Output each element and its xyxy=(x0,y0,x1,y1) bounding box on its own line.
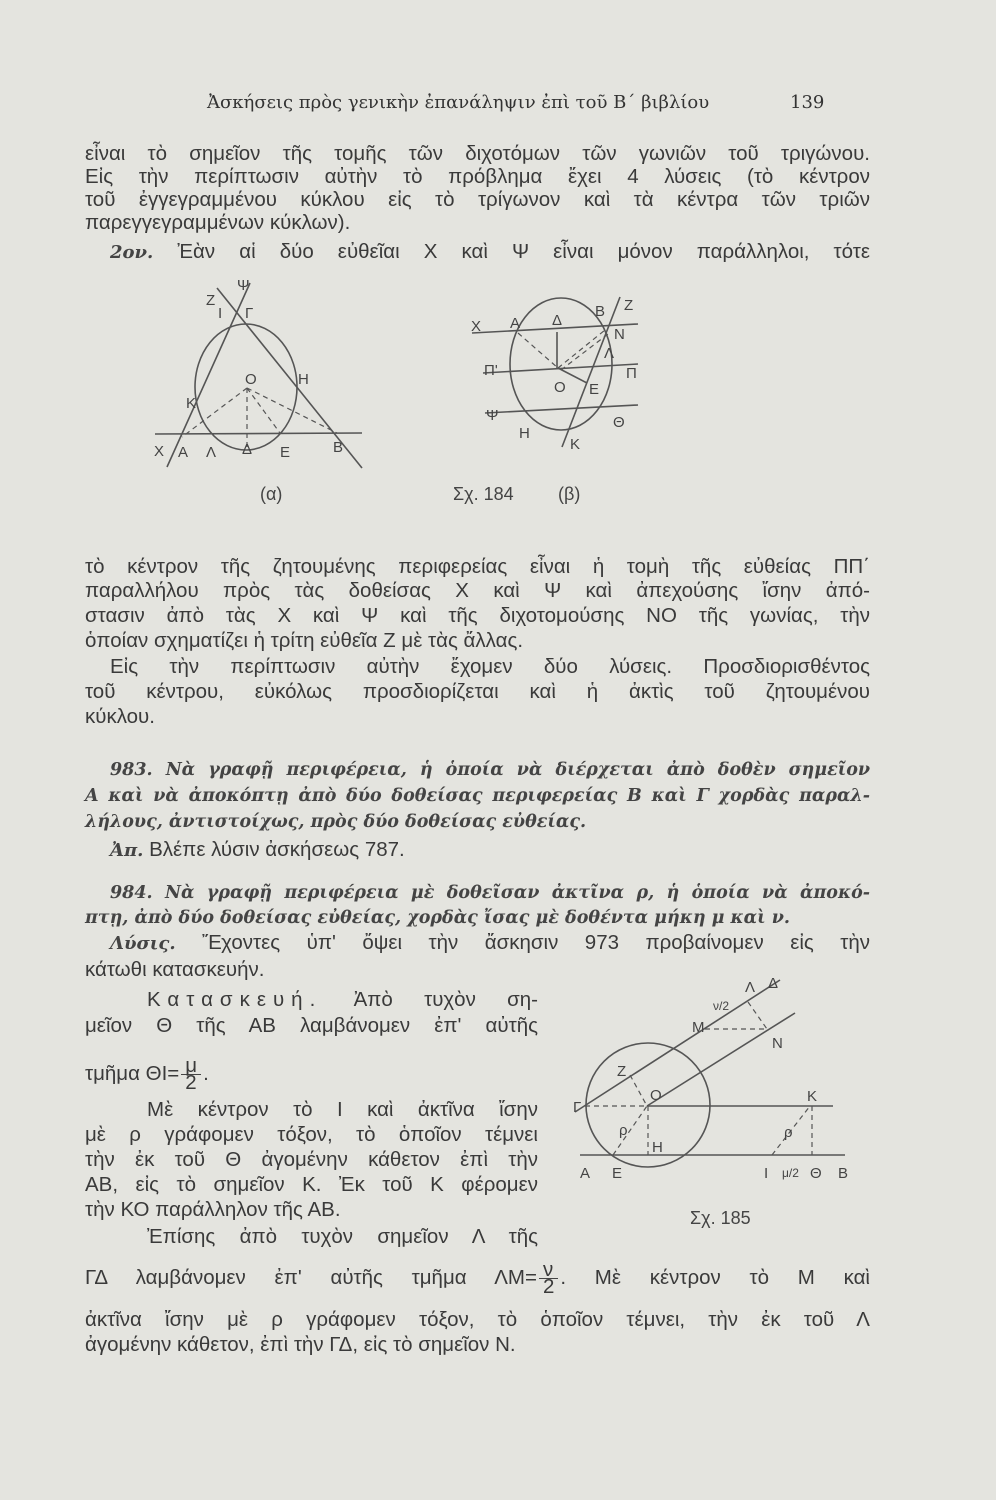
subfigure-a-label: (α) xyxy=(260,484,283,504)
point-label: Λ xyxy=(604,345,615,362)
exercise-984-statement xyxy=(85,882,870,904)
text-line: πτῃ, ἀπὸ δύο δοθείσας εὐθείας, χορδὰς ἴσας μὲ δοθέντα μήκη μ καὶ ν. xyxy=(85,908,790,928)
fig184a-line-z xyxy=(217,288,362,468)
text-line: εἶναι τὸ σημεῖον τῆς τομῆς τῶν διχοτόμων τῶν γωνιῶν τοῦ τριγώνου. xyxy=(85,142,870,165)
statement-text: Νὰ γραφῇ περιφέρεια μὲ δοθεῖσαν ἀκτῖνα ρ, ἡ ὁποία νὰ ἀποκό- xyxy=(164,883,871,903)
point-label: Γ xyxy=(573,1099,582,1116)
point-label: Ν xyxy=(772,1035,783,1052)
text-line: ἀγομένην κάθετον, ἐπὶ τὴν ΓΔ, εἰς τὸ σημεῖον Ν. xyxy=(85,1333,516,1356)
point-label: Ι xyxy=(218,305,223,322)
point-label: Ψ xyxy=(486,407,499,424)
text-segment: . Μὲ κέντρον τὸ Μ καὶ xyxy=(560,1266,870,1289)
text-line: στασιν ἀπὸ τὰς Χ καὶ Ψ καὶ τῆς διχοτομούσης ΝΟ τῆς γωνίας, τὴν xyxy=(85,604,870,627)
point-label: Ζ xyxy=(617,1063,627,1080)
point-label: Ε xyxy=(612,1165,623,1182)
exercise-983-statement xyxy=(85,759,870,781)
segment-line: τμῆμα ΘΙ= $\frac{\mu}{2}$ . xyxy=(85,1054,209,1095)
fig184a-line-x xyxy=(155,433,362,434)
point-label: Η xyxy=(519,425,530,442)
construction-label: Κατασκευή. xyxy=(147,988,323,1011)
answer-label: Ἀπ. xyxy=(110,840,144,861)
point-label: Ο xyxy=(650,1087,662,1104)
fig184b-line-x xyxy=(472,324,638,333)
fraction-nu-over-2 xyxy=(539,1258,558,1299)
text-line: ΑΒ, εἰς τὸ σημεῖον Κ. Ἐκ τοῦ Κ φέρομεν xyxy=(85,1173,538,1196)
text-line: Εἰς τὴν περίπτωσιν αὐτὴν ἔχομεν δύο λύσεις. Προσδιορισθέντος xyxy=(110,655,870,678)
point-label: Χ xyxy=(471,318,482,335)
fig185-line-gd xyxy=(575,980,780,1112)
point-label: Ν xyxy=(614,326,625,343)
point-label: Θ xyxy=(613,414,625,431)
construction-text: Ἀπὸ τυχὸν ση- xyxy=(353,988,538,1011)
point-label: Λ xyxy=(206,444,217,461)
fig184b-line-z xyxy=(562,297,620,447)
text-line: τὴν ΚΟ παράλληλον τῆς ΑΒ. xyxy=(85,1198,341,1221)
page-number: 139 xyxy=(790,92,825,113)
subfigure-b-label: (β) xyxy=(558,484,581,504)
running-header: Ἀσκήσεις πρὸς γενικὴν ἐπανάληψιν ἐπὶ τοῦ Β΄ βιβλίου xyxy=(207,92,710,113)
text-line: Ἐπίσης ἀπὸ τυχὸν σημεῖον Λ τῆς xyxy=(147,1225,538,1248)
exercise-number: 983. xyxy=(110,760,153,780)
point-label: Η xyxy=(652,1139,663,1156)
text-line: τοῦ ἐγγεγραμμένου κύκλου εἰς τὸ τρίγωνον καὶ τὰ κέντρα τῶν τριῶν xyxy=(85,188,870,211)
case-2-line xyxy=(85,241,870,264)
text-line: κύκλου. xyxy=(85,705,155,728)
point-label: Κ xyxy=(807,1088,818,1105)
solution-text: Ἔχοντες ὑπ' ὄψει τὴν ἄσκησιν 973 προβαίνομεν εἰς τὴν xyxy=(202,931,870,954)
text-line: τὴν ἐκ τοῦ Θ ἀγομένην κάθετον ἐπὶ τὴν xyxy=(85,1148,538,1171)
construction-line xyxy=(85,989,538,1011)
text-line: ἀκτῖνα ἴσην μὲ ρ γράφομεν τόξον, τὸ ὁποῖον τέμνει, τὴν ἐκ τοῦ Λ xyxy=(85,1308,870,1331)
point-label: Π xyxy=(626,365,637,382)
text-line: Μὲ κέντρον τὸ Ι καὶ ἀκτῖνα ἴσην xyxy=(147,1098,538,1121)
segment-line xyxy=(85,1258,870,1299)
text-line: Εἰς τὴν περίπτωσιν αὐτὴν τὸ πρόβλημα ἔχει 4 λύσεις (τὸ κέντρον xyxy=(85,165,870,188)
point-label: Β xyxy=(595,303,606,320)
point-label: Δ xyxy=(768,975,779,992)
point-label: Ο xyxy=(245,371,257,388)
point-label: Η xyxy=(298,371,309,388)
text-line: Α καὶ νὰ ἀποκόπτῃ ἀπὸ δύο δοθείσας περιφερείας Β καὶ Γ χορδὰς παραλ- xyxy=(85,786,870,806)
fig184b-line-pi xyxy=(483,364,638,373)
point-label: Α xyxy=(510,315,521,332)
point-label: ρ xyxy=(784,1124,793,1141)
case-label: 2ον. xyxy=(110,242,154,263)
text-line: παραλλήλου πρὸς τὰς δοθείσας Χ καὶ Ψ καὶ ἀπεχούσης ἴσην ἀπό- xyxy=(85,579,870,602)
exercise-number: 984. xyxy=(110,883,153,903)
text-line: λήλους, ἀντιστοίχως, πρὸς δύο δοθείσας εὐθείας. xyxy=(85,812,587,832)
statement-text: Νὰ γραφῇ περιφέρεια, ἡ ὁποία νὰ διέρχεται ἀπὸ δοθὲν σημεῖον xyxy=(165,760,871,780)
fig185-line-on xyxy=(647,1013,795,1106)
fig184b-line-psi xyxy=(485,405,638,413)
point-label: Ε xyxy=(589,381,600,398)
point-label: Β xyxy=(838,1165,849,1182)
fig185-circle xyxy=(586,1043,710,1167)
point-label: Μ xyxy=(692,1019,705,1036)
point-label: Χ xyxy=(154,443,165,460)
point-label: Θ xyxy=(810,1165,822,1182)
point-label: Κ xyxy=(570,436,581,453)
text-segment: τμῆμα ΘΙ= xyxy=(85,1062,180,1085)
point-label: Ψ xyxy=(237,277,250,294)
fig184a-line-psi xyxy=(167,283,253,467)
point-label: Δ xyxy=(242,441,253,458)
point-label: Ο xyxy=(554,379,566,396)
point-label: Λ xyxy=(745,979,756,996)
point-label: Γ xyxy=(245,305,254,322)
fraction-numerator: μ xyxy=(181,1058,201,1075)
point-label: Α xyxy=(178,444,189,461)
text-segment: ΓΔ λαμβάνομεν ἐπ' αὐτῆς τμῆμα ΛΜ= xyxy=(85,1266,537,1289)
point-label: Κ xyxy=(186,395,197,412)
point-label: Α xyxy=(580,1165,591,1182)
fraction-numerator: ν xyxy=(539,1262,558,1279)
solution-label: Λύσις. xyxy=(110,933,176,954)
solution-line xyxy=(85,932,870,955)
text-line: ὁποίαν σχηματίζει ἡ τρίτη εὐθεῖα Ζ μὲ τὰς ἄλλας. xyxy=(85,629,524,652)
fraction-mu-over-2 xyxy=(181,1054,201,1095)
figure-caption: Σχ. 184 xyxy=(453,484,514,504)
text-line: μὲ ρ γράφομεν τόξον, τὸ ὁποῖον τέμνει xyxy=(85,1123,538,1146)
text-line: παρεγγεγραμμένων κύκλων). xyxy=(85,211,351,234)
case-text: Ἐὰν αἱ δύο εὐθεῖαι Χ καὶ Ψ εἶναι μόνον παράλληλοι, τότε xyxy=(177,240,870,263)
point-label: Ι xyxy=(764,1165,769,1182)
point-label: Δ xyxy=(552,312,563,329)
text-line: μεῖον Θ τῆς ΑΒ λαμβάνομεν ἐπ' αὐτῆς xyxy=(85,1014,538,1037)
fig184b-circle xyxy=(510,298,615,430)
point-label: ν/2 xyxy=(713,999,730,1013)
answer-line xyxy=(85,839,870,862)
fraction-denominator: 2 xyxy=(542,1275,555,1299)
text-line: τοῦ κέντρου, εὐκόλως προσδιορίζεται καὶ ἡ ἀκτὶς τοῦ ζητουμένου xyxy=(85,680,870,703)
point-label: μ/2 xyxy=(782,1166,799,1180)
point-label: Ε xyxy=(280,444,291,461)
point-label: Π' xyxy=(484,362,498,379)
point-label: ρ xyxy=(619,1122,628,1139)
figure-caption: Σχ. 185 xyxy=(690,1208,751,1228)
point-label: Β xyxy=(333,439,344,456)
fig184a-circle xyxy=(195,324,297,450)
text-line: κάτωθι κατασκευήν. xyxy=(85,958,265,981)
fraction-denominator: 2 xyxy=(185,1071,197,1095)
answer-text: Βλέπε λύσιν ἀσκήσεως 787. xyxy=(149,838,405,861)
point-label: Ζ xyxy=(624,297,634,314)
text-line: τὸ κέντρον τῆς ζητουμένης περιφερείας εἶναι ἡ τομὴ τῆς εὐθείας ΠΠ΄ xyxy=(85,555,870,578)
point-label: Ζ xyxy=(206,292,216,309)
